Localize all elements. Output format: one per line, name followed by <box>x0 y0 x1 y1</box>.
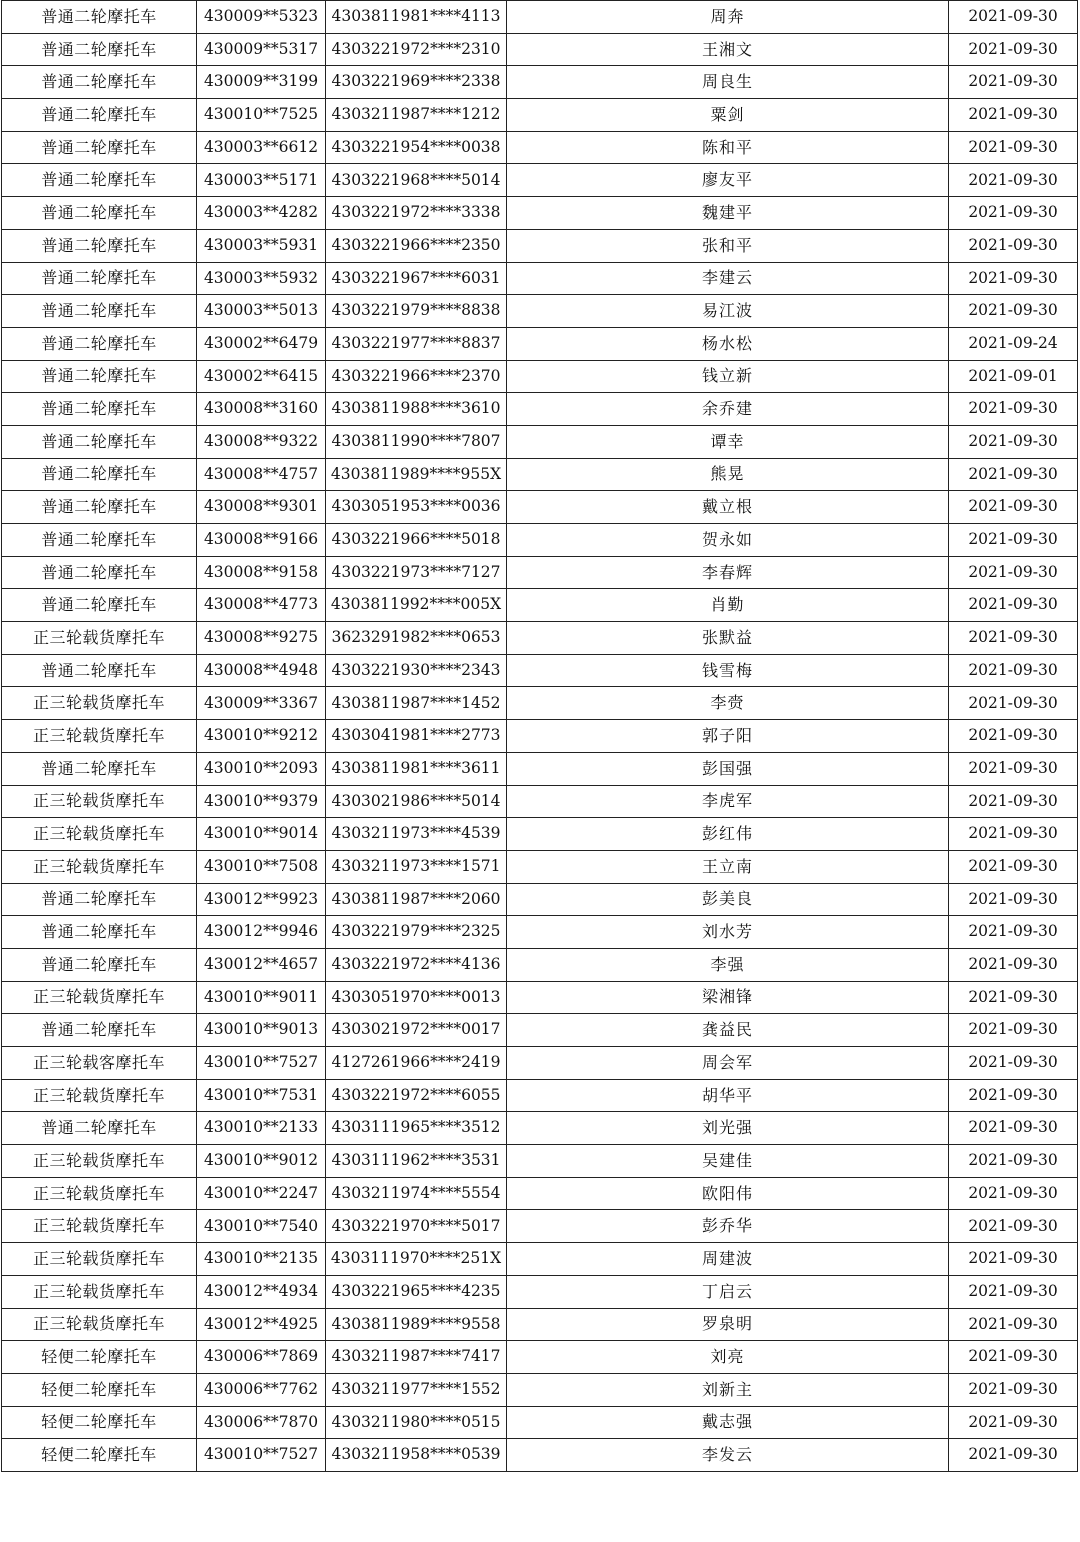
plate-number-cell: 430010**9012 <box>197 1145 326 1178</box>
owner-name-cell: 彭乔华 <box>507 1210 949 1243</box>
plate-number-cell: 430010**2093 <box>197 752 326 785</box>
table-row <box>2 425 1078 458</box>
plate-number-cell: 430012**4925 <box>197 1308 326 1341</box>
id-number-cell: 4303021972****0017 <box>326 1014 507 1047</box>
plate-number-cell: 430003**5013 <box>197 295 326 328</box>
date-cell: 2021-09-30 <box>949 131 1078 164</box>
plate-number-cell: 430008**9322 <box>197 425 326 458</box>
plate-number-cell: 430008**4773 <box>197 589 326 622</box>
date-cell: 2021-09-30 <box>949 33 1078 66</box>
table-row <box>2 818 1078 851</box>
id-number-cell: 4303221966****2370 <box>326 360 507 393</box>
table-row <box>2 360 1078 393</box>
table-row <box>2 327 1078 360</box>
id-number-cell: 4303211987****7417 <box>326 1341 507 1374</box>
vehicle-type-cell: 轻便二轮摩托车 <box>2 1406 197 1439</box>
id-number-cell: 4303051953****0036 <box>326 491 507 524</box>
vehicle-type-cell: 正三轮载货摩托车 <box>2 785 197 818</box>
vehicle-type-cell: 正三轮载货摩托车 <box>2 622 197 655</box>
plate-number-cell: 430010**2135 <box>197 1243 326 1276</box>
id-number-cell: 4303811981****3611 <box>326 752 507 785</box>
plate-number-cell: 430006**7870 <box>197 1406 326 1439</box>
date-cell: 2021-09-30 <box>949 981 1078 1014</box>
date-cell: 2021-09-30 <box>949 622 1078 655</box>
id-number-cell: 4303811987****2060 <box>326 883 507 916</box>
vehicle-type-cell: 普通二轮摩托车 <box>2 883 197 916</box>
id-number-cell: 4303051970****0013 <box>326 981 507 1014</box>
plate-number-cell: 430002**6415 <box>197 360 326 393</box>
id-number-cell: 4303111962****3531 <box>326 1145 507 1178</box>
owner-name-cell: 梁湘锋 <box>507 981 949 1014</box>
table-row <box>2 785 1078 818</box>
owner-name-cell: 吴建佳 <box>507 1145 949 1178</box>
table-row <box>2 131 1078 164</box>
plate-number-cell: 430010**7531 <box>197 1079 326 1112</box>
owner-name-cell: 杨水松 <box>507 327 949 360</box>
owner-name-cell: 彭国强 <box>507 752 949 785</box>
vehicle-type-cell: 普通二轮摩托车 <box>2 1112 197 1145</box>
date-cell: 2021-09-30 <box>949 916 1078 949</box>
table-row <box>2 883 1078 916</box>
plate-number-cell: 430008**9166 <box>197 524 326 557</box>
date-cell: 2021-09-30 <box>949 1210 1078 1243</box>
owner-name-cell: 王立南 <box>507 850 949 883</box>
owner-name-cell: 肖勤 <box>507 589 949 622</box>
id-number-cell: 4127261966****2419 <box>326 1047 507 1080</box>
date-cell: 2021-09-30 <box>949 1275 1078 1308</box>
id-number-cell: 4303221967****6031 <box>326 262 507 295</box>
vehicle-type-cell: 正三轮载货摩托车 <box>2 687 197 720</box>
owner-name-cell: 郭子阳 <box>507 720 949 753</box>
id-number-cell: 4303221979****2325 <box>326 916 507 949</box>
table-row <box>2 197 1078 230</box>
date-cell: 2021-09-30 <box>949 1373 1078 1406</box>
date-cell: 2021-09-30 <box>949 66 1078 99</box>
date-cell: 2021-09-30 <box>949 818 1078 851</box>
id-number-cell: 4303211977****1552 <box>326 1373 507 1406</box>
plate-number-cell: 430010**7527 <box>197 1047 326 1080</box>
table-row <box>2 654 1078 687</box>
date-cell: 2021-09-30 <box>949 720 1078 753</box>
id-number-cell: 4303811989****955X <box>326 458 507 491</box>
table-row <box>2 229 1078 262</box>
date-cell: 2021-09-30 <box>949 1079 1078 1112</box>
date-cell: 2021-09-30 <box>949 1047 1078 1080</box>
plate-number-cell: 430006**7762 <box>197 1373 326 1406</box>
table-row <box>2 1308 1078 1341</box>
owner-name-cell: 余乔建 <box>507 393 949 426</box>
id-number-cell: 4303221954****0038 <box>326 131 507 164</box>
table-row <box>2 99 1078 132</box>
vehicle-type-cell: 普通二轮摩托车 <box>2 916 197 949</box>
owner-name-cell: 胡华平 <box>507 1079 949 1112</box>
vehicle-type-cell: 普通二轮摩托车 <box>2 99 197 132</box>
id-number-cell: 4303221966****5018 <box>326 524 507 557</box>
plate-number-cell: 430008**3160 <box>197 393 326 426</box>
plate-number-cell: 430003**4282 <box>197 197 326 230</box>
owner-name-cell: 龚益民 <box>507 1014 949 1047</box>
date-cell: 2021-09-30 <box>949 164 1078 197</box>
owner-name-cell: 李发云 <box>507 1439 949 1472</box>
vehicle-type-cell: 正三轮载货摩托车 <box>2 850 197 883</box>
table-row <box>2 1275 1078 1308</box>
vehicle-type-cell: 普通二轮摩托车 <box>2 66 197 99</box>
owner-name-cell: 刘新主 <box>507 1373 949 1406</box>
owner-name-cell: 张默益 <box>507 622 949 655</box>
id-number-cell: 4303221973****7127 <box>326 556 507 589</box>
vehicle-type-cell: 正三轮载货摩托车 <box>2 720 197 753</box>
vehicle-type-cell: 普通二轮摩托车 <box>2 327 197 360</box>
plate-number-cell: 430010**7508 <box>197 850 326 883</box>
table-row <box>2 1014 1078 1047</box>
owner-name-cell: 罗泉明 <box>507 1308 949 1341</box>
vehicle-type-cell: 普通二轮摩托车 <box>2 491 197 524</box>
plate-number-cell: 430008**9301 <box>197 491 326 524</box>
table-row <box>2 1079 1078 1112</box>
date-cell: 2021-09-30 <box>949 524 1078 557</box>
owner-name-cell: 钱立新 <box>507 360 949 393</box>
plate-number-cell: 430012**9923 <box>197 883 326 916</box>
vehicle-type-cell: 普通二轮摩托车 <box>2 556 197 589</box>
table-row <box>2 295 1078 328</box>
date-cell: 2021-09-30 <box>949 458 1078 491</box>
plate-number-cell: 430009**3367 <box>197 687 326 720</box>
plate-number-cell: 430003**6612 <box>197 131 326 164</box>
vehicle-type-cell: 正三轮载货摩托车 <box>2 1275 197 1308</box>
date-cell: 2021-09-30 <box>949 1243 1078 1276</box>
table-row <box>2 262 1078 295</box>
date-cell: 2021-09-30 <box>949 393 1078 426</box>
records-body <box>2 1 1078 1472</box>
table-row <box>2 1177 1078 1210</box>
owner-name-cell: 李赍 <box>507 687 949 720</box>
vehicle-type-cell: 轻便二轮摩托车 <box>2 1439 197 1472</box>
id-number-cell: 4303221965****4235 <box>326 1275 507 1308</box>
owner-name-cell: 陈和平 <box>507 131 949 164</box>
plate-number-cell: 430010**7527 <box>197 1439 326 1472</box>
owner-name-cell: 熊晃 <box>507 458 949 491</box>
id-number-cell: 4303211973****1571 <box>326 850 507 883</box>
vehicle-type-cell: 普通二轮摩托车 <box>2 425 197 458</box>
owner-name-cell: 张和平 <box>507 229 949 262</box>
plate-number-cell: 430010**9013 <box>197 1014 326 1047</box>
date-cell: 2021-09-30 <box>949 425 1078 458</box>
date-cell: 2021-09-30 <box>949 229 1078 262</box>
owner-name-cell: 谭幸 <box>507 425 949 458</box>
date-cell: 2021-09-30 <box>949 850 1078 883</box>
id-number-cell: 4303811981****4113 <box>326 1 507 34</box>
plate-number-cell: 430008**4948 <box>197 654 326 687</box>
date-cell: 2021-09-30 <box>949 1439 1078 1472</box>
id-number-cell: 4303221979****8838 <box>326 295 507 328</box>
plate-number-cell: 430012**4934 <box>197 1275 326 1308</box>
table-row <box>2 524 1078 557</box>
table-row <box>2 1243 1078 1276</box>
owner-name-cell: 周会军 <box>507 1047 949 1080</box>
table-row <box>2 948 1078 981</box>
table-row <box>2 66 1078 99</box>
date-cell: 2021-09-30 <box>949 1308 1078 1341</box>
vehicle-type-cell: 普通二轮摩托车 <box>2 360 197 393</box>
vehicle-type-cell: 普通二轮摩托车 <box>2 752 197 785</box>
id-number-cell: 4303811992****005X <box>326 589 507 622</box>
vehicle-type-cell: 普通二轮摩托车 <box>2 1 197 34</box>
vehicle-type-cell: 普通二轮摩托车 <box>2 393 197 426</box>
owner-name-cell: 丁启云 <box>507 1275 949 1308</box>
vehicle-type-cell: 普通二轮摩托车 <box>2 589 197 622</box>
records-table <box>1 0 1078 1472</box>
table-row <box>2 1112 1078 1145</box>
id-number-cell: 4303221977****8837 <box>326 327 507 360</box>
owner-name-cell: 周建波 <box>507 1243 949 1276</box>
owner-name-cell: 李强 <box>507 948 949 981</box>
id-number-cell: 4303221969****2338 <box>326 66 507 99</box>
date-cell: 2021-09-30 <box>949 1406 1078 1439</box>
id-number-cell: 4303221966****2350 <box>326 229 507 262</box>
table-row <box>2 1373 1078 1406</box>
date-cell: 2021-09-30 <box>949 99 1078 132</box>
plate-number-cell: 430003**5171 <box>197 164 326 197</box>
id-number-cell: 4303811990****7807 <box>326 425 507 458</box>
plate-number-cell: 430009**3199 <box>197 66 326 99</box>
id-number-cell: 4303811989****9558 <box>326 1308 507 1341</box>
plate-number-cell: 430010**7525 <box>197 99 326 132</box>
table-row <box>2 556 1078 589</box>
table-row <box>2 720 1078 753</box>
table-row <box>2 589 1078 622</box>
id-number-cell: 4303811987****1452 <box>326 687 507 720</box>
date-cell: 2021-09-30 <box>949 262 1078 295</box>
table-row <box>2 458 1078 491</box>
vehicle-type-cell: 轻便二轮摩托车 <box>2 1373 197 1406</box>
vehicle-type-cell: 正三轮载货摩托车 <box>2 1177 197 1210</box>
id-number-cell: 4303211958****0539 <box>326 1439 507 1472</box>
owner-name-cell: 廖友平 <box>507 164 949 197</box>
vehicle-type-cell: 正三轮载货摩托车 <box>2 1308 197 1341</box>
date-cell: 2021-09-30 <box>949 1177 1078 1210</box>
owner-name-cell: 王湘文 <box>507 33 949 66</box>
id-number-cell: 4303041981****2773 <box>326 720 507 753</box>
id-number-cell: 4303211974****5554 <box>326 1177 507 1210</box>
date-cell: 2021-09-30 <box>949 687 1078 720</box>
vehicle-type-cell: 普通二轮摩托车 <box>2 295 197 328</box>
plate-number-cell: 430003**5931 <box>197 229 326 262</box>
date-cell: 2021-09-24 <box>949 327 1078 360</box>
vehicle-type-cell: 正三轮载货摩托车 <box>2 981 197 1014</box>
table-row <box>2 1341 1078 1374</box>
vehicle-type-cell: 普通二轮摩托车 <box>2 458 197 491</box>
table-row <box>2 1210 1078 1243</box>
vehicle-type-cell: 普通二轮摩托车 <box>2 131 197 164</box>
table-row <box>2 916 1078 949</box>
owner-name-cell: 彭美良 <box>507 883 949 916</box>
date-cell: 2021-09-30 <box>949 1341 1078 1374</box>
id-number-cell: 4303221972****6055 <box>326 1079 507 1112</box>
plate-number-cell: 430006**7869 <box>197 1341 326 1374</box>
vehicle-type-cell: 普通二轮摩托车 <box>2 654 197 687</box>
date-cell: 2021-09-30 <box>949 948 1078 981</box>
table-row <box>2 1 1078 34</box>
vehicle-type-cell: 普通二轮摩托车 <box>2 524 197 557</box>
table-row <box>2 33 1078 66</box>
plate-number-cell: 430010**2247 <box>197 1177 326 1210</box>
date-cell: 2021-09-30 <box>949 1112 1078 1145</box>
vehicle-type-cell: 普通二轮摩托车 <box>2 1014 197 1047</box>
plate-number-cell: 430008**4757 <box>197 458 326 491</box>
plate-number-cell: 430003**5932 <box>197 262 326 295</box>
plate-number-cell: 430010**9011 <box>197 981 326 1014</box>
owner-name-cell: 易江波 <box>507 295 949 328</box>
id-number-cell: 3623291982****0653 <box>326 622 507 655</box>
date-cell: 2021-09-30 <box>949 1145 1078 1178</box>
date-cell: 2021-09-30 <box>949 1014 1078 1047</box>
owner-name-cell: 刘光强 <box>507 1112 949 1145</box>
table-row <box>2 1047 1078 1080</box>
id-number-cell: 4303221972****3338 <box>326 197 507 230</box>
id-number-cell: 4303211980****0515 <box>326 1406 507 1439</box>
owner-name-cell: 戴立根 <box>507 491 949 524</box>
vehicle-type-cell: 正三轮载货摩托车 <box>2 1079 197 1112</box>
id-number-cell: 4303811988****3610 <box>326 393 507 426</box>
plate-number-cell: 430002**6479 <box>197 327 326 360</box>
plate-number-cell: 430010**9379 <box>197 785 326 818</box>
owner-name-cell: 彭红伟 <box>507 818 949 851</box>
date-cell: 2021-09-30 <box>949 785 1078 818</box>
owner-name-cell: 刘水芳 <box>507 916 949 949</box>
id-number-cell: 4303221970****5017 <box>326 1210 507 1243</box>
id-number-cell: 4303111970****251X <box>326 1243 507 1276</box>
date-cell: 2021-09-30 <box>949 883 1078 916</box>
owner-name-cell: 欧阳伟 <box>507 1177 949 1210</box>
owner-name-cell: 李建云 <box>507 262 949 295</box>
vehicle-type-cell: 普通二轮摩托车 <box>2 948 197 981</box>
table-row <box>2 393 1078 426</box>
vehicle-type-cell: 普通二轮摩托车 <box>2 229 197 262</box>
table-row <box>2 622 1078 655</box>
vehicle-type-cell: 普通二轮摩托车 <box>2 164 197 197</box>
owner-name-cell: 刘亮 <box>507 1341 949 1374</box>
id-number-cell: 4303211987****1212 <box>326 99 507 132</box>
table-row <box>2 1406 1078 1439</box>
id-number-cell: 4303021986****5014 <box>326 785 507 818</box>
owner-name-cell: 周良生 <box>507 66 949 99</box>
date-cell: 2021-09-30 <box>949 197 1078 230</box>
table-row <box>2 981 1078 1014</box>
plate-number-cell: 430012**9946 <box>197 916 326 949</box>
id-number-cell: 4303221972****4136 <box>326 948 507 981</box>
date-cell: 2021-09-30 <box>949 752 1078 785</box>
owner-name-cell: 李虎军 <box>507 785 949 818</box>
table-row <box>2 1145 1078 1178</box>
date-cell: 2021-09-30 <box>949 295 1078 328</box>
plate-number-cell: 430009**5317 <box>197 33 326 66</box>
owner-name-cell: 钱雪梅 <box>507 654 949 687</box>
owner-name-cell: 李春辉 <box>507 556 949 589</box>
plate-number-cell: 430012**4657 <box>197 948 326 981</box>
plate-number-cell: 430008**9158 <box>197 556 326 589</box>
date-cell: 2021-09-01 <box>949 360 1078 393</box>
table-row <box>2 687 1078 720</box>
table-row <box>2 752 1078 785</box>
owner-name-cell: 魏建平 <box>507 197 949 230</box>
vehicle-type-cell: 普通二轮摩托车 <box>2 197 197 230</box>
date-cell: 2021-09-30 <box>949 556 1078 589</box>
table-row <box>2 1439 1078 1472</box>
owner-name-cell: 戴志强 <box>507 1406 949 1439</box>
plate-number-cell: 430010**9014 <box>197 818 326 851</box>
vehicle-type-cell: 普通二轮摩托车 <box>2 262 197 295</box>
owner-name-cell: 贺永如 <box>507 524 949 557</box>
vehicle-type-cell: 正三轮载货摩托车 <box>2 1243 197 1276</box>
id-number-cell: 4303221930****2343 <box>326 654 507 687</box>
vehicle-type-cell: 轻便二轮摩托车 <box>2 1341 197 1374</box>
date-cell: 2021-09-30 <box>949 491 1078 524</box>
plate-number-cell: 430010**7540 <box>197 1210 326 1243</box>
date-cell: 2021-09-30 <box>949 654 1078 687</box>
date-cell: 2021-09-30 <box>949 1 1078 34</box>
plate-number-cell: 430010**2133 <box>197 1112 326 1145</box>
vehicle-type-cell: 正三轮载货摩托车 <box>2 818 197 851</box>
vehicle-type-cell: 正三轮载货摩托车 <box>2 1145 197 1178</box>
id-number-cell: 4303211973****4539 <box>326 818 507 851</box>
plate-number-cell: 430010**9212 <box>197 720 326 753</box>
vehicle-type-cell: 正三轮载客摩托车 <box>2 1047 197 1080</box>
id-number-cell: 4303111965****3512 <box>326 1112 507 1145</box>
table-row <box>2 491 1078 524</box>
owner-name-cell: 周奔 <box>507 1 949 34</box>
date-cell: 2021-09-30 <box>949 589 1078 622</box>
id-number-cell: 4303221968****5014 <box>326 164 507 197</box>
table-row <box>2 164 1078 197</box>
plate-number-cell: 430008**9275 <box>197 622 326 655</box>
id-number-cell: 4303221972****2310 <box>326 33 507 66</box>
plate-number-cell: 430009**5323 <box>197 1 326 34</box>
table-row <box>2 850 1078 883</box>
vehicle-type-cell: 普通二轮摩托车 <box>2 33 197 66</box>
owner-name-cell: 粟剑 <box>507 99 949 132</box>
vehicle-type-cell: 正三轮载货摩托车 <box>2 1210 197 1243</box>
